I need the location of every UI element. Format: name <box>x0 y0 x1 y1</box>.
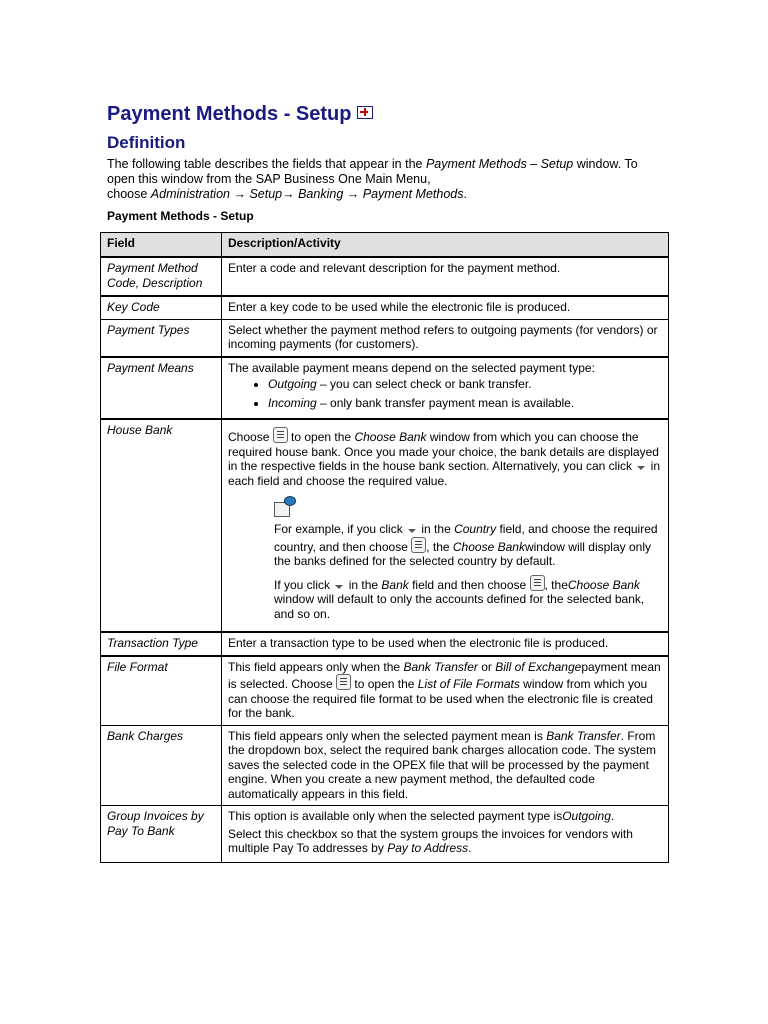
intro-paragraph: The following table describes the fields that appear in the Payment Methods – Setup window. To open this window from the SAP Business One Main Menu, choose Administration → Setup→ Banking → Payment Methods. <box>107 157 638 201</box>
table-row <box>101 296 669 319</box>
field-description: This field appears only when the Bank Transfer or Bill of Exchangepayment mean is selected. Choose to open the List of File Formats window from which you can choose the required file format to be used when the electronic file is created for the bank. <box>222 656 669 726</box>
choose-list-icon <box>273 427 288 443</box>
header-field: Field <box>101 233 222 258</box>
choose-list-icon <box>336 674 351 690</box>
table-row <box>101 632 669 656</box>
table-row <box>101 257 669 296</box>
table-header-row <box>101 233 669 258</box>
field-name: House Bank <box>101 419 222 632</box>
field-description: This field appears only when the selected payment mean is Bank Transfer. From the dropdown box, select the required bank charges allocation code. The system saves the selected code in the OPEX file that will be processed by the payment engine. When you create a new payment method, the defaulted code automatically appears in this field. <box>222 725 669 806</box>
field-description: The available payment means depend on the selected payment type: • Outgoing – you can select check or bank transfer. • Incoming – only bank transfer payment mean is available. <box>222 357 669 420</box>
table-row <box>101 419 669 632</box>
field-description: Select whether the payment method refers to outgoing payments (for vendors) or incoming payments (for customers). <box>222 319 669 357</box>
dropdown-arrow-icon <box>408 529 416 533</box>
table-row <box>101 357 669 420</box>
table-row <box>101 806 669 863</box>
table-row <box>101 319 669 357</box>
definition-heading: Definition <box>107 133 186 152</box>
field-description: Enter a code and relevant description for the payment method. <box>222 257 669 296</box>
list-item: • Incoming – only bank transfer payment mean is available. <box>268 396 662 411</box>
table-caption: Payment Methods - Setup <box>107 209 254 223</box>
field-name: Group Invoices by Pay To Bank <box>101 806 222 863</box>
choose-list-icon <box>530 575 545 591</box>
dropdown-arrow-icon <box>637 466 645 470</box>
note-icon <box>274 496 296 516</box>
field-description: Choose to open the Choose Bank window from which you can choose the required house bank. Once you made your choice, the bank details are displayed in the respective fields in the house bank section. Alternatively, you can click in each field and choose the required value. For example, if you click in the Country field, and choose the required country, and then choose , the Choose Bankwindow will display only the banks defined for the selected country by default. If you click in the Bank field and then choose , theChoose Bank window will default to only the accounts defined for the selected bank, and so on. <box>222 419 669 632</box>
field-description: This option is available only when the selected payment type isOutgoing. Select this checkbox so that the system groups the invoices for vendors with multiple Pay To addresses by Pay to Address. <box>222 806 669 863</box>
header-description: Description/Activity <box>222 233 669 258</box>
table-row <box>101 725 669 806</box>
field-name: Key Code <box>101 296 222 319</box>
field-description: Enter a key code to be used while the electronic file is produced. <box>222 296 669 319</box>
field-name: Payment Types <box>101 319 222 357</box>
choose-list-icon <box>411 537 426 553</box>
field-name: Payment Method Code, Description <box>101 257 222 296</box>
fields-table <box>100 232 669 863</box>
list-item: • Outgoing – you can select check or bank transfer. <box>268 377 662 392</box>
field-name: Payment Means <box>101 357 222 420</box>
field-description: Enter a transaction type to be used when the electronic file is produced. <box>222 632 669 656</box>
dropdown-arrow-icon <box>335 585 343 589</box>
page-title: Payment Methods - Setup <box>107 103 373 126</box>
table-row <box>101 656 669 726</box>
expand-icon[interactable] <box>357 106 373 119</box>
field-name: File Format <box>101 656 222 726</box>
field-name: Transaction Type <box>101 632 222 656</box>
field-name: Bank Charges <box>101 725 222 806</box>
